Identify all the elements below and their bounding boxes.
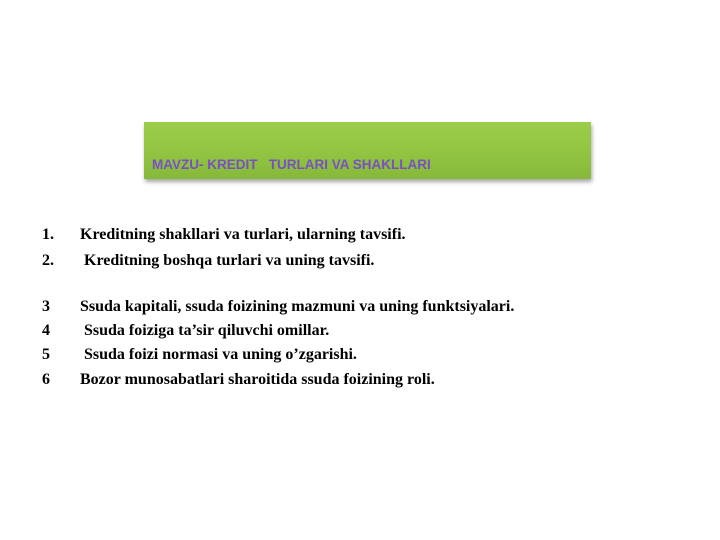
list-item-text: Ssuda kapitali, ssuda foizining mazmuni va uning funktsiyalari. xyxy=(80,298,515,315)
list-item xyxy=(42,250,374,272)
list-item xyxy=(42,320,329,342)
list-item xyxy=(42,344,357,366)
list-item-text: Ssuda foizi normasi va uning o’zgarishi. xyxy=(80,346,357,363)
list-item-number: 1. xyxy=(42,226,54,243)
list-item-text: Kreditning shakllari va turlari, ularning tavsifi. xyxy=(80,226,406,243)
list-item-number: 4 xyxy=(42,322,50,339)
list-item-number: 6 xyxy=(42,371,50,388)
list-item-number: 5 xyxy=(42,346,50,363)
list-item-text: Ssuda foiziga ta’sir qiluvchi omillar. xyxy=(80,322,330,339)
list-item-text: Bozor munosabatlari sharoitida ssuda foizining roli. xyxy=(80,371,435,388)
list-item xyxy=(42,369,435,391)
list-item-number: 3 xyxy=(42,298,50,315)
slide-title: MAVZU- KREDIT TURLARI VA SHAKLLARI xyxy=(152,157,431,172)
list-item xyxy=(42,224,406,246)
list-item-number: 2. xyxy=(42,252,54,269)
list-item-text: Kreditning boshqa turlari va uning tavsifi. xyxy=(80,252,375,269)
list-item xyxy=(42,296,514,318)
